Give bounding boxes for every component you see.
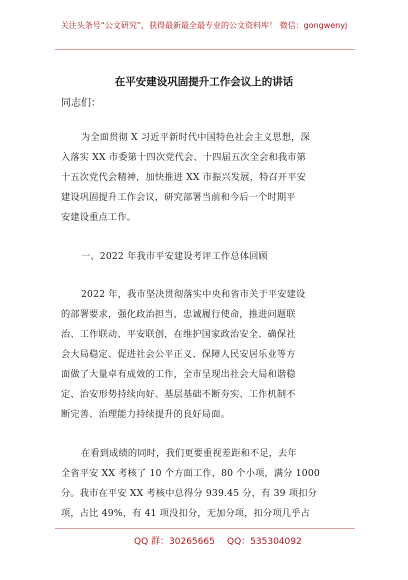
- header-divider: [55, 49, 355, 50]
- paragraph-line: 项，占比 49%，有 41 项没扣分，无加分项，扣分项几乎占: [61, 508, 310, 519]
- paragraph-line: 面做了大量卓有成效的工作，全市呈现出社会大局和谐稳: [61, 369, 296, 380]
- paragraph-line: 建设巩固提升工作会议，研究部署当前和今后一个时期平: [61, 192, 296, 203]
- footer-qq: QQ：535304092: [227, 537, 302, 547]
- paragraph-line: 定、治安形势持续向好、基层基础不断夯实、工作机制不: [61, 389, 296, 400]
- paragraph-line: 分。我市在平安 XX 考核中总得分 939.45 分，有 39 项扣分: [61, 488, 318, 499]
- document-title: 在平安建设巩固提升工作会议上的讲话: [114, 76, 294, 88]
- paragraph-line: 为全面贯彻 X 习近平新时代中国特色社会主义思想，深: [81, 132, 310, 143]
- footer-divider: [55, 528, 355, 529]
- greeting: 同志们：: [61, 98, 101, 109]
- footer-qq-group: QQ 群：30265665: [134, 537, 215, 547]
- paragraph-line: 十五次党代会精神，加快推进 XX 市振兴发展，特召开平安: [61, 172, 307, 183]
- paragraph-line: 会大局稳定、促进社会公平正义、保障人民安居乐业等方: [61, 349, 296, 360]
- paragraph-line: 治、工作联动、平安联创，在维护国家政治安全、确保社: [61, 329, 296, 340]
- paragraph-line: 入落实 XX 市委第十四次党代会、十四届五次全会和我市第: [61, 152, 307, 163]
- paragraph-line: 断完善、治理能力持续提升的良好局面。: [61, 409, 230, 420]
- paragraph-line: 安建设重点工作。: [61, 212, 137, 223]
- paragraph-line: 全省平安 XX 考核了 10 个方面工作，80 个小项，满分 1000: [61, 468, 320, 479]
- paragraph-line: 的部署要求，强化政治担当，忠诚履行使命，推进问题联: [61, 309, 296, 320]
- paragraph-line: 在看到成绩的同时，我们更要重视差距和不足，去年: [81, 448, 297, 459]
- paragraph-line: 2022 年，我市坚决贯彻落实中央和省市关于平安建设: [81, 289, 306, 300]
- header-banner: 关注头条号“公文研究”，获得最新最全最专业的公文资料库！ 微信：gongwenyj: [60, 21, 348, 30]
- section-heading: 一、2022 年我市平安建设考评工作总体回顾: [81, 251, 268, 262]
